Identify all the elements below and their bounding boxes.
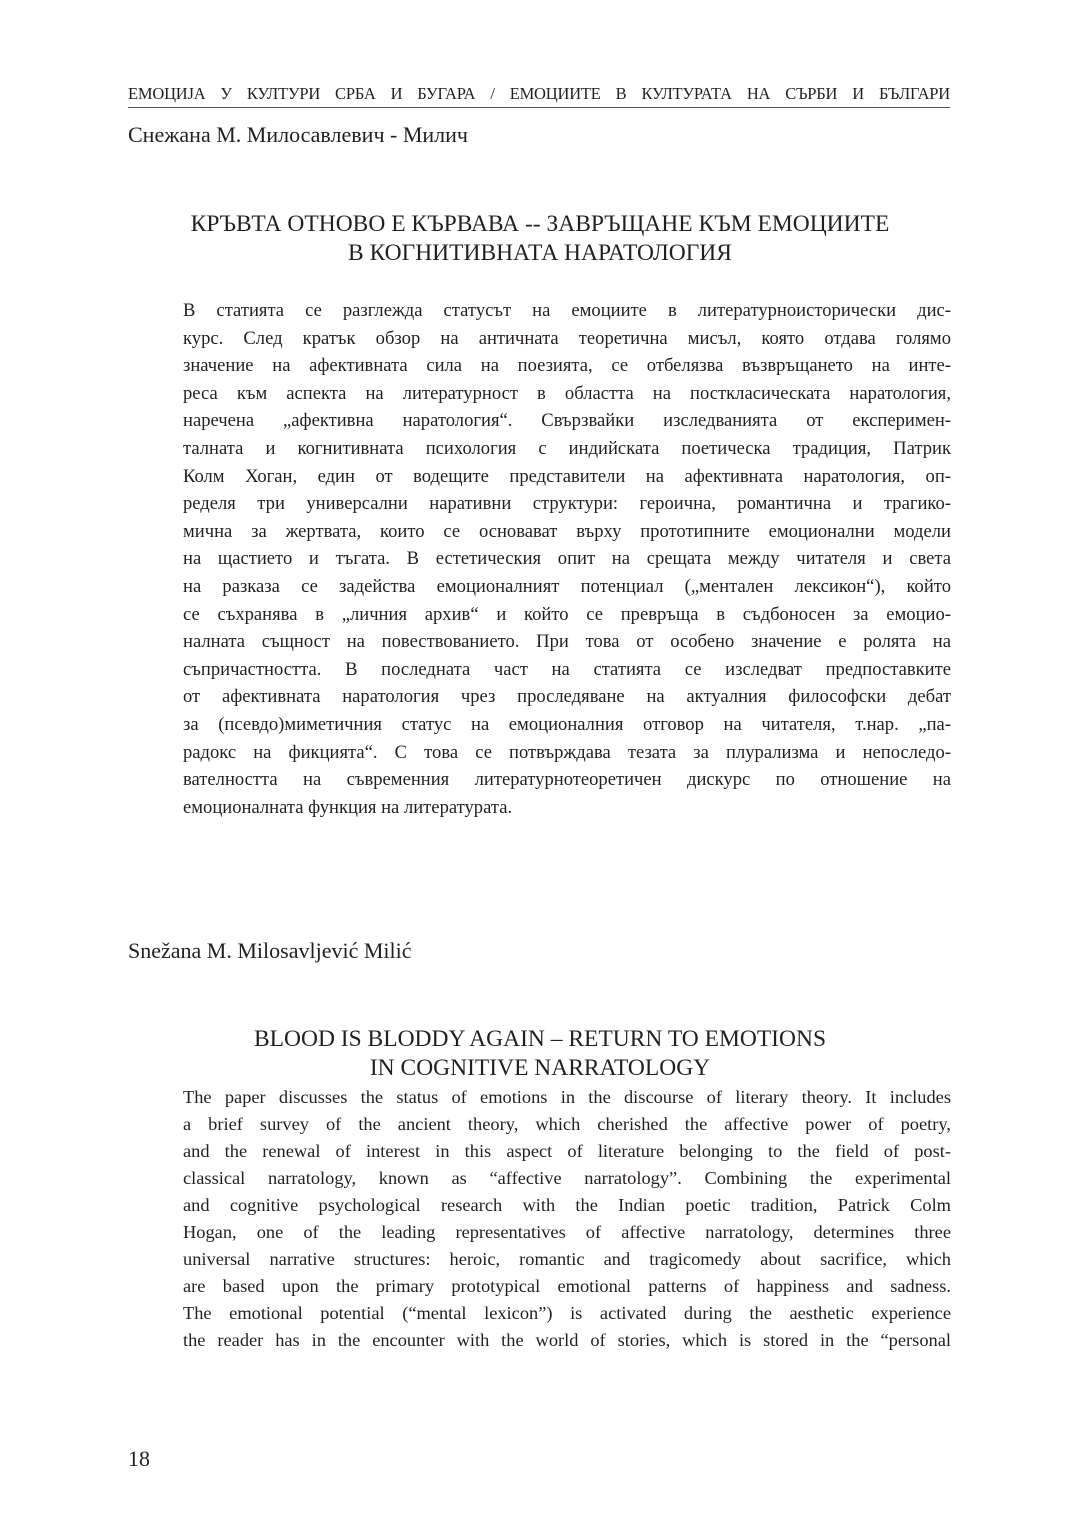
title-en: [0, 1025, 1080, 1083]
abstract-line: ределя три универсални наративни структури: героична, романтична и трагико-: [183, 493, 951, 515]
abstract-line: реса към аспекта на литературност в областта на посткласическата наратология,: [183, 382, 951, 404]
title-line: IN COGNITIVE NARRATOLOGY: [369, 1055, 711, 1081]
page-number: 18: [128, 1446, 150, 1471]
title-bg: [0, 210, 1080, 268]
title-line: КРЪВТА ОТНОВО Е КЪРВАВА -- ЗАВРЪЩАНЕ КЪМ ЕМОЦИИТЕ: [190, 211, 890, 237]
abstract-line: съпричастността. В последната част на статията се изследват предпоставките: [183, 658, 951, 680]
abstract-line: a brief survey of the ancient theory, which cherished the affective power of poetry,: [183, 1114, 951, 1134]
running-header: ЕМОЦИЈА У КУЛТУРИ СРБА И БУГАРА / ЕМОЦИИТЕ В КУЛТУРАТА НА СЪРБИ И БЪЛГАРИ: [128, 84, 950, 108]
abstract-line: талната и когнитивната психология с индийската поетическа традиция, Патрик: [183, 437, 951, 459]
abstract-line: радокс на фикцията“. С това се потвърждава тезата за плурализма и непоследо-: [183, 741, 951, 763]
abstract-line: classical narratology, known as “affective narratology”. Combining the experimental: [183, 1168, 951, 1188]
abstract-line: Hogan, one of the leading representatives of affective narratology, determines three: [183, 1222, 951, 1242]
abstract-line: за (псевдо)миметичния статус на емоционалния отговор на читателя, т.нар. „па-: [183, 713, 951, 735]
title-line: В КОГНИТИВНАТА НАРАТОЛОГИЯ: [348, 240, 732, 266]
abstract-line: The paper discusses the status of emotions in the discourse of literary theory. It includes: [183, 1087, 951, 1107]
abstract-line: курс. След кратък обзор на античната теоретична мисъл, която отдава голямо: [183, 327, 951, 349]
abstract-line: В статията се разглежда статусът на емоциите в литературноисторически дис-: [183, 300, 951, 321]
abstract-line: на щастието и тъгата. В естетическия опит на срещата между читателя и света: [183, 548, 951, 570]
abstract-line: налната същност на повествованието. При това от особено значение е ролята на: [183, 631, 951, 653]
abstract-line: and cognitive psychological research with the Indian poetic tradition, Patrick Colm: [183, 1195, 951, 1215]
abstract-line: наречена „афективна наратология“. Свързвайки изследванията от експеримен-: [183, 410, 951, 432]
abstract-line: and the renewal of interest in this aspect of literature belonging to the field of post-: [183, 1141, 951, 1161]
abstract-line: емоционалната функция на литературата.: [183, 796, 513, 818]
abstract-line: на разказа се задейства емоционалният потенциал („ментален лексикон“), който: [183, 575, 951, 597]
abstract-line: вателността на съвременния литературнотеоретичен дискурс по отношение на: [183, 769, 951, 791]
abstract-line: Колм Хоган, един от водещите представители на афективната наратология, оп-: [183, 465, 951, 487]
author-en: Snežana M. Milosavljević Milić: [128, 938, 412, 963]
author-bg: Снежана М. Милосавлевич - Милич: [128, 122, 468, 147]
abstract-line: universal narrative structures: heroic, romantic and tragicomedy about sacrifice, which: [183, 1249, 951, 1269]
abstract-en: [183, 1084, 951, 1354]
abstract-line: мична за жертвата, които се основават върху прототипните емоционални модели: [183, 520, 951, 542]
abstract-line: are based upon the primary prototypical emotional patterns of happiness and sadness.: [183, 1276, 951, 1296]
abstract-line: the reader has in the encounter with the world of stories, which is stored in the “personal: [183, 1330, 951, 1350]
title-line: BLOOD IS BLODDY AGAIN – RETURN TO EMOTIONS: [253, 1026, 827, 1052]
abstract-line: The emotional potential (“mental lexicon”) is activated during the aesthetic experience: [183, 1303, 951, 1323]
abstract-bg: [183, 297, 951, 821]
abstract-line: от афективната наратология чрез проследяване на актуалния философски дебат: [183, 686, 951, 708]
abstract-line: значение на афективната сила на поезията, се отбелязва възвръщането на инте-: [183, 355, 951, 377]
abstract-line: се съхранява в „личния архив“ и който се превръща в съдбоносен за емоцио-: [183, 603, 951, 625]
